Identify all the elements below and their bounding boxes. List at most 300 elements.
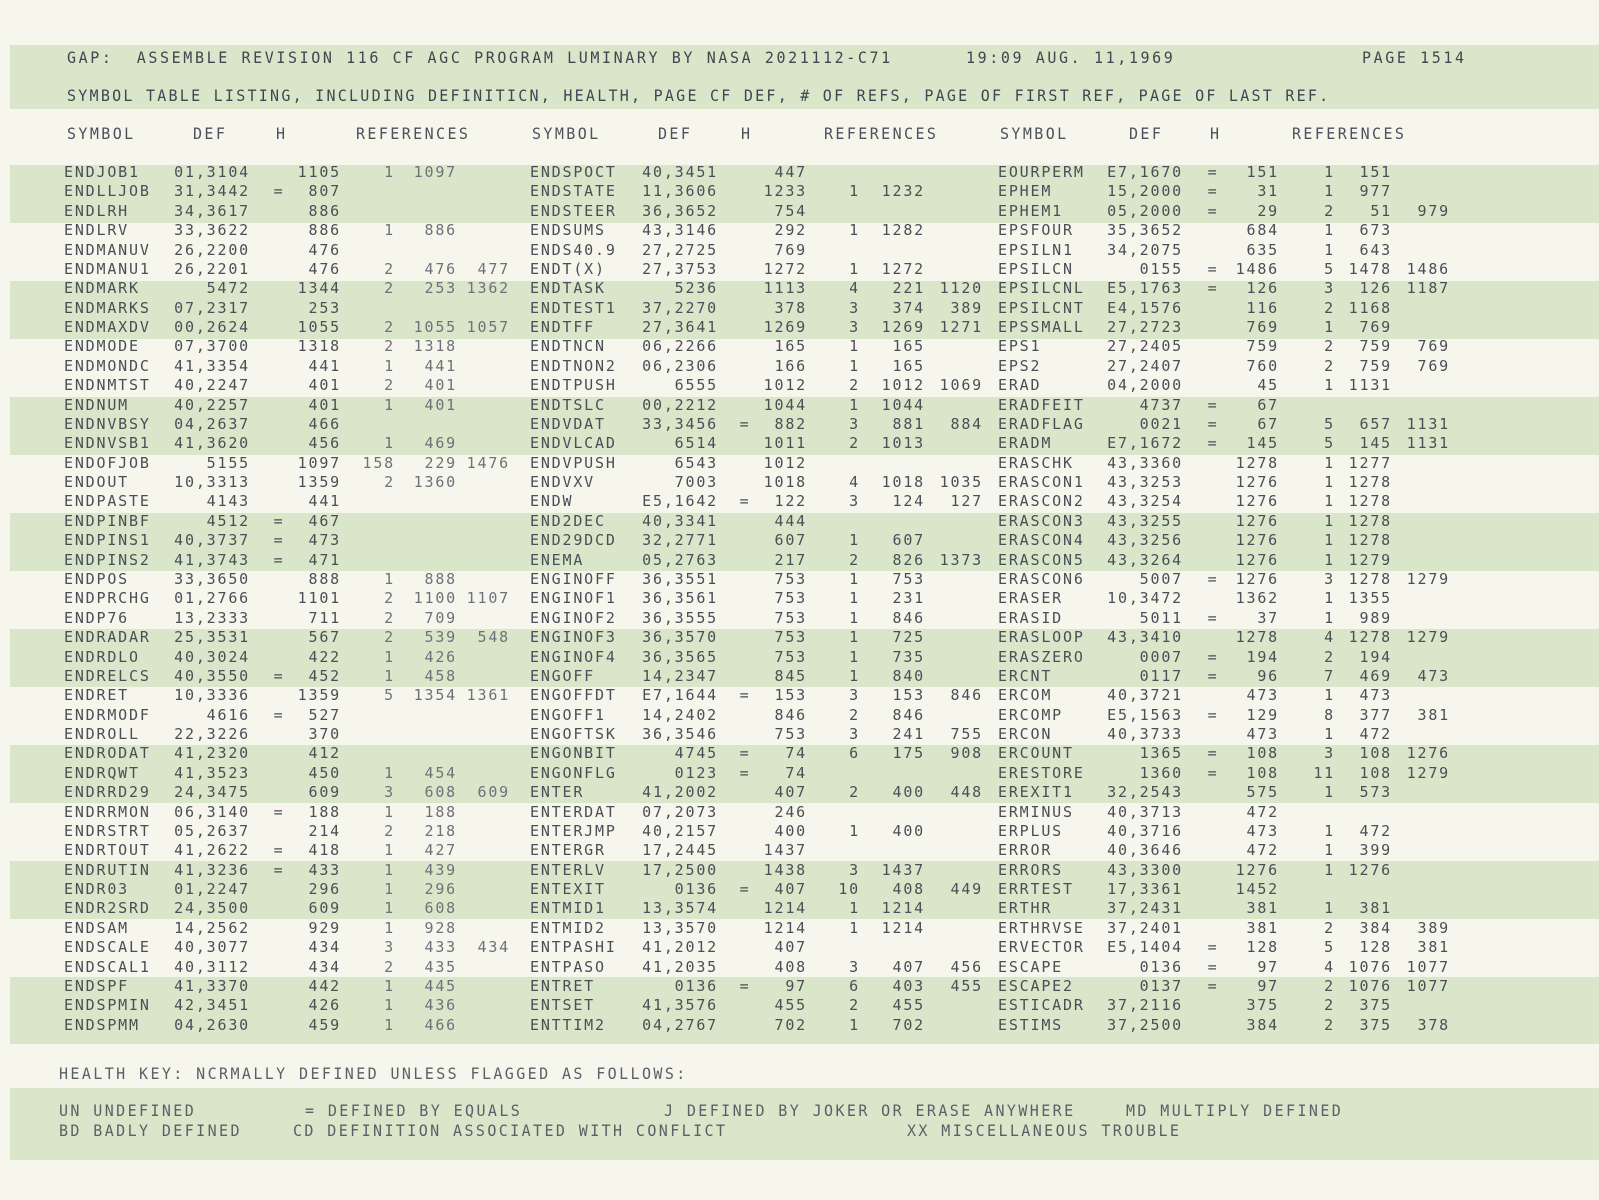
col1-health-cell: = (273, 182, 285, 200)
col3-page-cell: 1278 (1235, 454, 1279, 472)
col2-first-cell: 241 (892, 725, 925, 743)
col3-first-cell: 759 (1359, 357, 1392, 375)
col1-page-cell: 401 (308, 396, 341, 414)
col1-page-cell: 401 (308, 376, 341, 394)
col2-first-cell: 1012 (881, 376, 925, 394)
col1-last-cell (430, 996, 510, 1015)
col2-first-cell: 403 (892, 977, 925, 995)
col1-def-cell: 14,2562 (174, 919, 250, 937)
col2-first-cell: 840 (892, 667, 925, 685)
col3-health-cell: = (1207, 667, 1219, 685)
col2-count-cell: 1 (849, 182, 860, 200)
col3-count-cell: 1 (1324, 376, 1335, 394)
col2-def-cell: 41,2002 (642, 783, 718, 801)
col2-symbol-cell: ENDT(X) (530, 260, 606, 278)
col3-page-cell: 126 (1246, 279, 1279, 297)
col2-first-cell: 400 (892, 783, 925, 801)
col2-def-cell: 27,3641 (642, 318, 718, 336)
col3-page-cell: 97 (1257, 958, 1279, 976)
col3-count-cell: 8 (1324, 706, 1335, 724)
col1-first-cell: 441 (424, 357, 457, 375)
col2-symbol-cell: ENGINOF1 (530, 589, 617, 607)
col2-first-cell: 725 (892, 628, 925, 646)
col2-page-cell: 753 (774, 648, 807, 666)
col1-count-cell: 1 (384, 764, 395, 782)
col1-page-cell: 609 (308, 899, 341, 917)
col2-symbol-cell: ENTEXIT (530, 880, 606, 898)
col1-symbol-cell: ENDR03 (64, 880, 129, 898)
col3-h-header: H (1210, 124, 1222, 144)
col2-last-cell: 1069 (939, 376, 983, 394)
col3-last-cell (1370, 841, 1450, 860)
col1-def-cell: 42,3451 (174, 996, 250, 1014)
col3-def-cell: 05,2000 (1107, 202, 1183, 220)
col2-page-cell: 407 (774, 880, 807, 898)
col3-health-cell: = (1207, 764, 1219, 782)
col1-def-cell: 40,2247 (174, 376, 250, 394)
col3-last-cell (1370, 454, 1450, 473)
col1-symbol-cell: ENDOFJOB (64, 454, 151, 472)
col2-last-cell (903, 822, 983, 841)
col2-last-cell (903, 1016, 983, 1035)
col2-symbol-cell: ENTERDAT (530, 803, 617, 821)
col1-first-cell: 1055 (413, 318, 457, 336)
col2-last-cell (903, 396, 983, 415)
col1-count-cell: 1 (384, 899, 395, 917)
col1-def-cell: 04,2637 (174, 415, 250, 433)
col3-count-cell: 1 (1324, 725, 1335, 743)
col3-def-cell: 43,3255 (1107, 512, 1183, 530)
col2-symbol-cell: ENTPASHI (530, 938, 617, 956)
col3-symbol-cell: ERROR (998, 841, 1053, 859)
col3-count-cell: 1 (1324, 783, 1335, 801)
col1-first-cell: 709 (424, 609, 457, 627)
col1-symbol-cell: ENDPINBF (64, 512, 151, 530)
col3-last-cell (1370, 221, 1450, 240)
col2-page-cell: 153 (774, 686, 807, 704)
col2-first-cell: 124 (892, 492, 925, 510)
col1-page-cell: 929 (308, 919, 341, 937)
col2-page-cell: 754 (774, 202, 807, 220)
col2-last-cell: 455 (950, 977, 983, 995)
col2-page-cell: 217 (774, 551, 807, 569)
col2-last-cell (903, 512, 983, 531)
col3-symbol-cell: ERASCON3 (998, 512, 1085, 530)
col3-def-cell: 32,2543 (1107, 783, 1183, 801)
col2-last-cell: 127 (950, 492, 983, 510)
footer-band (10, 1088, 1599, 1160)
col2-count-cell: 3 (849, 299, 860, 317)
col2-def-cell: 14,2347 (642, 667, 718, 685)
header-description: SYMBOL TABLE LISTING, INCLUDING DEFINITICN, HEALTH, PAGE CF DEF, # OF REFS, PAGE OF FIRST REF, PAGE OF LAST REF. (67, 86, 1331, 106)
col1-last-cell: 1107 (466, 589, 510, 607)
col3-def-cell: 0137 (1139, 977, 1183, 995)
col3-count-cell: 1 (1324, 841, 1335, 859)
col2-count-cell: 6 (849, 977, 860, 995)
col3-count-cell: 1 (1324, 512, 1335, 530)
col2-def-cell: 36,3652 (642, 202, 718, 220)
col1-symbol-cell: ENDSPMIN (64, 996, 151, 1014)
col1-first-cell: 427 (424, 841, 457, 859)
col2-symbol-cell: ENGOFF1 (530, 706, 606, 724)
col1-symbol-cell: ENDRRMON (64, 803, 151, 821)
col1-count-cell: 158 (362, 454, 395, 472)
col3-count-cell: 5 (1324, 938, 1335, 956)
col2-page-cell: 166 (774, 357, 807, 375)
col1-def-cell: 24,3475 (174, 783, 250, 801)
col1-last-cell (430, 241, 510, 260)
col1-page-cell: 1055 (297, 318, 341, 336)
col1-def-cell: 4143 (206, 492, 250, 510)
col1-last-cell: 1362 (466, 279, 510, 297)
col2-symbol-cell: ENDTASK (530, 279, 606, 297)
col2-health-cell: = (739, 977, 751, 995)
col1-h-header: H (276, 124, 288, 144)
col3-symbol-cell: ERASZERO (998, 648, 1085, 666)
col3-first-cell: 1278 (1348, 570, 1392, 588)
col1-page-cell: 1101 (297, 589, 341, 607)
col3-page-cell: 67 (1257, 396, 1279, 414)
col3-def-cell: 10,3472 (1107, 589, 1183, 607)
col3-def-cell: 04,2000 (1107, 376, 1183, 394)
col2-symbol-cell: ENDS40.9 (530, 241, 617, 259)
col3-last-cell: 381 (1417, 706, 1450, 724)
col1-health-cell: = (273, 551, 285, 569)
col1-last-cell: 434 (477, 938, 510, 956)
col3-first-cell: 108 (1359, 764, 1392, 782)
col2-count-cell: 2 (849, 783, 860, 801)
col3-count-cell: 1 (1324, 163, 1335, 181)
col2-page-cell: 455 (774, 996, 807, 1014)
col1-count-cell: 1 (384, 357, 395, 375)
col1-count-cell: 1 (384, 163, 395, 181)
col2-def-cell: 05,2763 (642, 551, 718, 569)
col1-page-cell: 466 (308, 415, 341, 433)
col3-health-cell: = (1207, 163, 1219, 181)
col2-page-cell: 400 (774, 822, 807, 840)
col2-first-cell: 1269 (881, 318, 925, 336)
col1-last-cell (430, 221, 510, 240)
col2-page-cell: 292 (774, 221, 807, 239)
col3-def-cell: 5011 (1139, 609, 1183, 627)
col2-symbol-cell: ENDTSLC (530, 396, 606, 414)
col2-first-cell: 1018 (881, 473, 925, 491)
col1-count-cell: 2 (384, 318, 395, 336)
col3-last-cell (1370, 551, 1450, 570)
col2-def-cell: E7,1644 (642, 686, 718, 704)
col3-symbol-cell: ERASID (998, 609, 1063, 627)
col1-page-cell: 456 (308, 434, 341, 452)
col2-page-cell: 845 (774, 667, 807, 685)
col1-symbol-cell: ENDROLL (64, 725, 140, 743)
col2-symbol-cell: ENDVLCAD (530, 434, 617, 452)
col3-count-cell: 4 (1324, 628, 1335, 646)
col1-first-cell: 435 (424, 958, 457, 976)
col3-first-cell: 473 (1359, 686, 1392, 704)
col2-last-cell (903, 899, 983, 918)
col3-first-cell: 759 (1359, 337, 1392, 355)
col3-def-cell: 40,3721 (1107, 686, 1183, 704)
col3-count-cell: 3 (1324, 279, 1335, 297)
col2-def-cell: 5236 (674, 279, 718, 297)
col3-page-cell: 759 (1246, 337, 1279, 355)
col3-refs-header: REFERENCES (1292, 124, 1407, 144)
col2-health-cell: = (739, 744, 751, 762)
col1-page-cell: 214 (308, 822, 341, 840)
col2-count-cell: 1 (849, 648, 860, 666)
col3-page-cell: 1362 (1235, 589, 1279, 607)
col2-def-cell: 6555 (674, 376, 718, 394)
col2-count-cell: 4 (849, 473, 860, 491)
col1-first-cell: 888 (424, 570, 457, 588)
col3-count-cell: 2 (1324, 357, 1335, 375)
col3-page-cell: 1276 (1235, 512, 1279, 530)
col3-last-cell (1370, 473, 1450, 492)
col2-def-cell: 13,3570 (642, 919, 718, 937)
col2-symbol-cell: ENDSUMS (530, 221, 606, 239)
header-timestamp: 19:09 AUG. 11,1969 (966, 48, 1176, 68)
col1-count-cell: 5 (384, 686, 395, 704)
col2-page-cell: 753 (774, 570, 807, 588)
col3-def-cell: 37,2500 (1107, 1016, 1183, 1034)
col2-count-cell: 3 (849, 958, 860, 976)
col1-last-cell (430, 202, 510, 221)
col3-symbol-cell: EPSILN1 (998, 241, 1074, 259)
col3-first-cell: 989 (1359, 609, 1392, 627)
col3-health-cell: = (1207, 415, 1219, 433)
col2-first-cell: 165 (892, 337, 925, 355)
col3-count-cell: 1 (1324, 473, 1335, 491)
col1-first-cell: 1318 (413, 337, 457, 355)
col2-symbol-cell: ENTTIM2 (530, 1016, 606, 1034)
col3-symbol-cell: ERVECTOR (998, 938, 1085, 956)
col1-page-cell: 1359 (297, 686, 341, 704)
col1-last-cell (430, 648, 510, 667)
col1-page-cell: 807 (308, 182, 341, 200)
col3-health-cell: = (1207, 570, 1219, 588)
col1-first-cell: 466 (424, 1016, 457, 1034)
col2-last-cell (903, 434, 983, 453)
col1-def-cell: 13,2333 (174, 609, 250, 627)
col3-count-cell: 1 (1324, 318, 1335, 336)
col1-def-cell: 07,3700 (174, 337, 250, 355)
col2-last-cell: 884 (950, 415, 983, 433)
col2-def-cell: 00,2212 (642, 396, 718, 414)
col2-page-cell: 447 (774, 163, 807, 181)
col1-last-cell: 1361 (466, 686, 510, 704)
col3-page-cell: 96 (1257, 667, 1279, 685)
col2-count-cell: 2 (849, 376, 860, 394)
col1-last-cell (430, 182, 510, 201)
col2-symbol-cell: ENDTPUSH (530, 376, 617, 394)
col1-symbol-cell: ENDOUT (64, 473, 129, 491)
col2-count-cell: 3 (849, 318, 860, 336)
col1-def-cell: 33,3622 (174, 221, 250, 239)
col1-def-cell: 33,3650 (174, 570, 250, 588)
col3-def-cell: E5,1404 (1107, 938, 1183, 956)
col3-last-cell: 378 (1417, 1016, 1450, 1034)
col1-first-cell: 539 (424, 628, 457, 646)
col3-first-cell: 375 (1359, 1016, 1392, 1034)
col2-health-cell: = (739, 686, 751, 704)
col2-first-cell: 1214 (881, 899, 925, 917)
col3-first-cell: 151 (1359, 163, 1392, 181)
col2-symbol-cell: ENTMID1 (530, 899, 606, 917)
col3-count-cell: 1 (1324, 454, 1335, 472)
col1-page-cell: 888 (308, 570, 341, 588)
col1-symbol-cell: ENDSPF (64, 977, 129, 995)
col2-def-cell: 32,2771 (642, 531, 718, 549)
col2-symbol-cell: ENDSTEER (530, 202, 617, 220)
col3-last-cell: 1279 (1406, 570, 1450, 588)
col1-last-cell (430, 861, 510, 880)
health-key-bd: BD BADLY DEFINED (59, 1121, 242, 1141)
col2-last-cell: 449 (950, 880, 983, 898)
col2-count-cell: 2 (849, 996, 860, 1014)
col2-symbol-cell: ENGINOF4 (530, 648, 617, 666)
col1-last-cell (430, 919, 510, 938)
col3-count-cell: 2 (1324, 648, 1335, 666)
col3-last-cell (1370, 531, 1450, 550)
col3-page-cell: 635 (1246, 241, 1279, 259)
col1-symbol-cell: ENDRELCS (64, 667, 151, 685)
col2-first-cell: 826 (892, 551, 925, 569)
col2-first-cell: 846 (892, 609, 925, 627)
col3-first-cell: 377 (1359, 706, 1392, 724)
col2-symbol-cell: ENDW (530, 492, 574, 510)
col1-first-cell: 454 (424, 764, 457, 782)
col3-last-cell (1370, 299, 1450, 318)
col3-last-cell (1370, 163, 1450, 182)
col3-count-cell: 2 (1324, 919, 1335, 937)
col1-count-cell: 2 (384, 337, 395, 355)
col3-symbol-cell: EPHEM1 (998, 202, 1063, 220)
col1-page-cell: 452 (308, 667, 341, 685)
col2-last-cell (903, 221, 983, 240)
col3-first-cell: 573 (1359, 783, 1392, 801)
col2-def-cell: 27,2725 (642, 241, 718, 259)
col2-def-cell: 11,3606 (642, 182, 718, 200)
col2-def-cell: 40,3341 (642, 512, 718, 530)
col3-last-cell: 1077 (1406, 958, 1450, 976)
col3-first-cell: 769 (1359, 318, 1392, 336)
col3-def-header: DEF (1129, 124, 1164, 144)
col1-def-cell: 40,3112 (174, 958, 250, 976)
col2-first-cell: 607 (892, 531, 925, 549)
col2-count-cell: 6 (849, 744, 860, 762)
col3-health-cell: = (1207, 648, 1219, 666)
col3-health-cell: = (1207, 744, 1219, 762)
col3-last-cell (1370, 783, 1450, 802)
col3-count-cell: 3 (1324, 570, 1335, 588)
col3-first-cell: 381 (1359, 899, 1392, 917)
col3-first-cell: 469 (1359, 667, 1392, 685)
col2-def-cell: 36,3565 (642, 648, 718, 666)
header-page-number: PAGE 1514 (1362, 48, 1467, 68)
col3-symbol-cell: EPSILCNT (998, 299, 1085, 317)
col1-count-cell: 1 (384, 841, 395, 859)
col3-page-cell: 1278 (1235, 628, 1279, 646)
col1-health-cell: = (273, 803, 285, 821)
col1-symbol-header: SYMBOL (67, 124, 136, 144)
col1-last-cell: 609 (477, 783, 510, 801)
col1-last-cell (430, 725, 510, 744)
col2-last-cell (903, 667, 983, 686)
col3-page-cell: 472 (1246, 841, 1279, 859)
col2-first-cell: 374 (892, 299, 925, 317)
col1-first-cell: 1097 (413, 163, 457, 181)
col3-symbol-cell: ERASCON5 (998, 551, 1085, 569)
col3-page-cell: 108 (1246, 764, 1279, 782)
col3-first-cell: 108 (1359, 744, 1392, 762)
col3-first-cell: 399 (1359, 841, 1392, 859)
col1-last-cell (430, 880, 510, 899)
col3-count-cell: 7 (1324, 667, 1335, 685)
col3-symbol-cell: ERADM (998, 434, 1053, 452)
col3-symbol-cell: ERPLUS (998, 822, 1063, 840)
col2-def-cell: 14,2402 (642, 706, 718, 724)
col2-first-cell: 1044 (881, 396, 925, 414)
col1-page-cell: 1359 (297, 473, 341, 491)
col2-page-cell: 1012 (763, 376, 807, 394)
col1-health-cell: = (273, 667, 285, 685)
col2-symbol-cell: ENTSET (530, 996, 595, 1014)
col2-last-cell (903, 454, 983, 473)
col2-page-cell: 1011 (763, 434, 807, 452)
col1-symbol-cell: ENDMONDC (64, 357, 151, 375)
col3-symbol-cell: ERASER (998, 589, 1063, 607)
col3-last-cell: 1279 (1406, 628, 1450, 646)
col1-symbol-cell: ENDSCALE (64, 938, 151, 956)
col2-last-cell (903, 570, 983, 589)
col2-last-cell (903, 337, 983, 356)
col3-health-cell: = (1207, 706, 1219, 724)
col3-def-cell: 37,2401 (1107, 919, 1183, 937)
col3-def-cell: 43,3360 (1107, 454, 1183, 472)
col1-first-cell: 886 (424, 221, 457, 239)
col1-last-cell (430, 512, 510, 531)
col3-last-cell (1370, 822, 1450, 841)
col3-def-cell: 15,2000 (1107, 182, 1183, 200)
col2-symbol-cell: ENEMA (530, 551, 585, 569)
col1-page-cell: 422 (308, 648, 341, 666)
col1-first-cell: 1354 (413, 686, 457, 704)
col1-symbol-cell: ENDP76 (64, 609, 129, 627)
col3-page-cell: 1452 (1235, 880, 1279, 898)
col1-first-cell: 188 (424, 803, 457, 821)
col3-health-cell: = (1207, 434, 1219, 452)
col1-count-cell: 1 (384, 648, 395, 666)
col2-last-cell: 1120 (939, 279, 983, 297)
col1-first-cell: 433 (424, 938, 457, 956)
col1-page-cell: 471 (308, 551, 341, 569)
col1-count-cell: 1 (384, 396, 395, 414)
col3-symbol-cell: ESTIMS (998, 1016, 1063, 1034)
col3-page-cell: 128 (1246, 938, 1279, 956)
col2-last-cell (903, 706, 983, 725)
col3-last-cell (1370, 648, 1450, 667)
col3-last-cell (1370, 899, 1450, 918)
col2-last-cell (903, 861, 983, 880)
col2-page-cell: 753 (774, 628, 807, 646)
col3-first-cell: 1076 (1348, 958, 1392, 976)
col3-page-cell: 129 (1246, 706, 1279, 724)
col2-last-cell: 755 (950, 725, 983, 743)
col1-def-cell: 01,2766 (174, 589, 250, 607)
col2-health-cell: = (739, 764, 751, 782)
col1-page-cell: 433 (308, 861, 341, 879)
col3-def-cell: 37,2431 (1107, 899, 1183, 917)
